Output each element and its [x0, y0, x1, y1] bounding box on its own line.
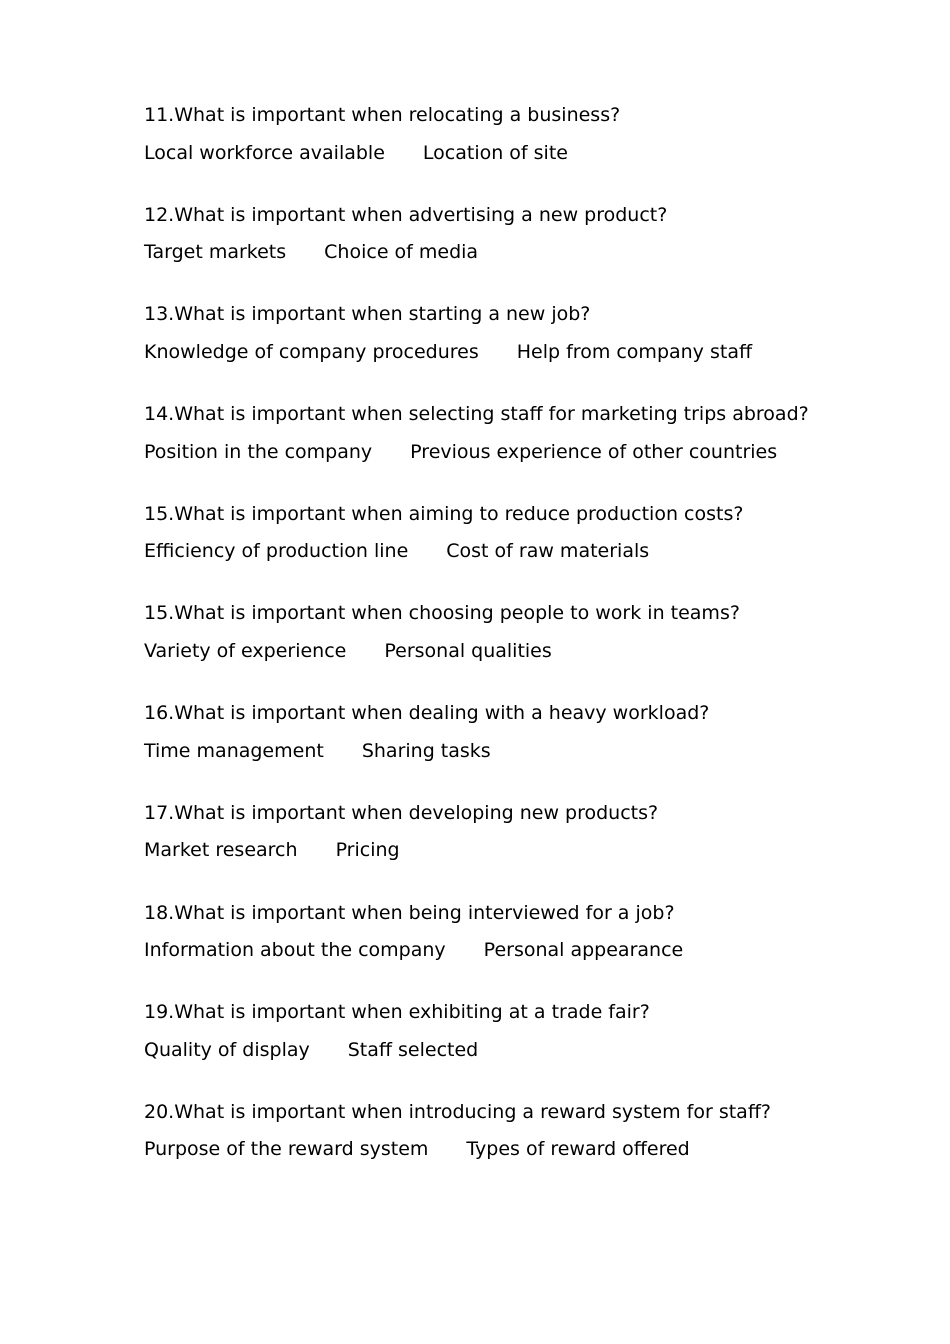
question-item — [144, 501, 864, 601]
option-text: Local workforce available — [144, 141, 385, 164]
option-text: Personal appearance — [483, 939, 684, 961]
options-row — [144, 837, 864, 863]
options-row — [144, 738, 864, 764]
question-item — [144, 301, 864, 401]
options-row — [144, 1136, 864, 1162]
option-text: Target markets — [144, 241, 287, 264]
options-row — [144, 140, 864, 166]
question-text: 12.What is important when advertising a new product? — [144, 203, 668, 226]
options-row — [144, 937, 864, 963]
option-text: Time management — [144, 739, 324, 762]
question-text: 19.What is important when exhibiting at a trade fair? — [144, 1001, 650, 1024]
options-row — [144, 339, 864, 365]
question-item — [144, 700, 864, 800]
option-text: Efficiency of production line — [144, 540, 409, 563]
option-text: Market research — [144, 839, 298, 862]
document-page — [144, 102, 864, 1199]
option-text: Pricing — [335, 839, 400, 862]
question-item — [144, 600, 864, 700]
options-row — [144, 1037, 864, 1063]
question-text: 11.What is important when relocating a business? — [144, 104, 621, 126]
option-text: Choice of media — [324, 241, 479, 264]
option-text: Quality of display — [144, 1038, 310, 1061]
options-row — [144, 538, 864, 564]
option-text: Purpose of the reward system — [144, 1138, 429, 1161]
option-text: Position in the company — [144, 440, 373, 463]
question-text: 14.What is important when selecting staff for marketing trips abroad? — [144, 403, 809, 426]
question-item — [144, 900, 864, 1000]
option-text: Staff selected — [347, 1038, 479, 1061]
question-text: 16.What is important when dealing with a heavy workload? — [144, 702, 710, 725]
option-text: Location of site — [422, 141, 568, 164]
question-text: 20.What is important when introducing a reward system for staff? — [144, 1100, 771, 1123]
option-text: Knowledge of company procedures — [144, 340, 479, 363]
option-text: Types of reward offered — [466, 1138, 690, 1161]
question-item — [144, 1099, 864, 1199]
option-text: Information about the company — [144, 939, 446, 961]
option-text: Help from company staff — [516, 340, 753, 363]
option-text: Previous experience of other countries — [410, 440, 778, 463]
option-text: Variety of experience — [144, 639, 347, 662]
question-item — [144, 800, 864, 900]
question-item — [144, 102, 864, 202]
option-text: Cost of raw materials — [446, 540, 650, 563]
question-item — [144, 401, 864, 501]
question-text: 13.What is important when starting a new job? — [144, 303, 591, 326]
options-row — [144, 638, 864, 664]
question-text: 17.What is important when developing new products? — [144, 801, 659, 824]
question-text: 18.What is important when being interviewed for a job? — [144, 901, 675, 924]
question-item — [144, 202, 864, 302]
question-item — [144, 999, 864, 1099]
option-text: Sharing tasks — [361, 739, 491, 762]
options-row — [144, 439, 864, 465]
question-text: 15.What is important when choosing people to work in teams? — [144, 602, 740, 625]
options-row — [144, 239, 864, 265]
option-text: Personal qualities — [384, 639, 552, 662]
question-text: 15.What is important when aiming to reduce production costs? — [144, 502, 744, 525]
